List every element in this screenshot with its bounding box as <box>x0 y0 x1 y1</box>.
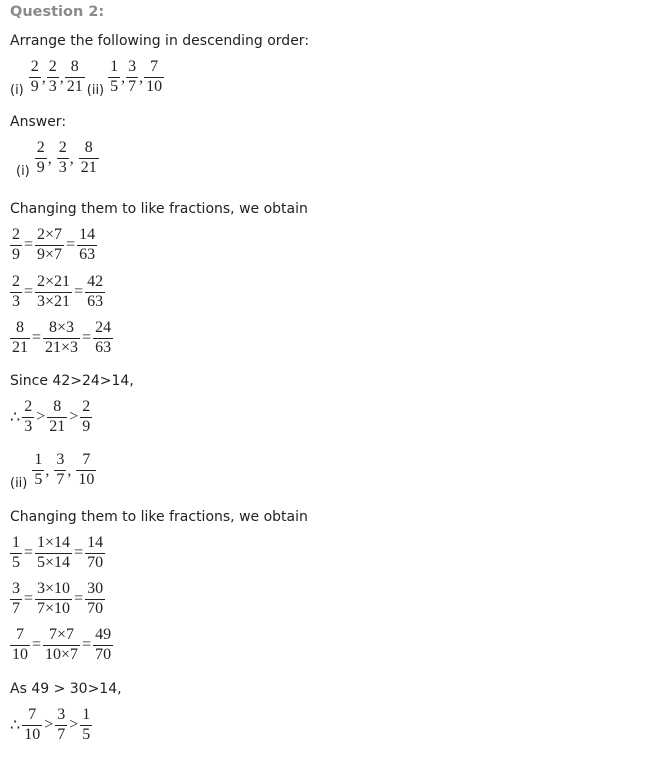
part1-fractions: (i) $\frac{2}{9}$ , $\frac{2}{3}$ , $\frac{8}{21}$ <box>16 139 97 179</box>
part2-since: As 49 > 30>14, <box>10 681 122 697</box>
fraction: $\frac{1}{5}$ <box>110 58 119 95</box>
given-part1-label: (i) <box>10 82 24 98</box>
part2-row-2: $\frac{3}{7}$ = $\frac{3\times 10}{7\times 10}$ = $\frac{30}{70}$ <box>12 580 104 617</box>
fraction: $\frac{2}{3}$ <box>58 139 67 176</box>
part2-row-1: $\frac{1}{5}$ = $\frac{1\times 14}{5\times 14}$ = $\frac{14}{70}$ <box>12 534 104 571</box>
fraction: $\frac{3}{7}$ <box>56 451 65 488</box>
part2-fractions: (ii) $\frac{1}{5}$ , $\frac{3}{7}$ , $\frac{7}{10}$ <box>10 451 95 491</box>
question-prompt: Arrange the following in descending order: <box>10 33 310 49</box>
part2-row-3: $\frac{7}{10}$ = $\frac{7\times 7}{10\times 7}$ = $\frac{49}{70}$ <box>12 626 112 663</box>
answer-label: Answer: <box>10 114 67 130</box>
given-fractions: (i) $\frac{2}{9}$ , $\frac{2}{3}$ , $\frac{8}{21}$ (ii) $\frac{1}{5}$ , $\frac{3}{7}$ , $\frac{7}{10}$ <box>10 58 163 98</box>
fraction: $\frac{7}{10}$ <box>146 58 163 95</box>
part2-label: (ii) <box>10 475 28 491</box>
fraction: $\frac{2}{9}$ <box>30 58 39 95</box>
part2-intro: Changing them to like fractions, we obtain <box>10 509 308 525</box>
part1-row-1: $\frac{2}{9}$ = $\frac{2\times 7}{9\times 7}$ = $\frac{14}{63}$ <box>12 226 96 263</box>
part1-row-3: $\frac{8}{21}$ = $\frac{8\times 3}{21\times 3}$ = $\frac{24}{63}$ <box>12 319 112 356</box>
part1-row-2: $\frac{2}{3}$ = $\frac{2\times 21}{3\times 21}$ = $\frac{42}{63}$ <box>12 273 104 310</box>
part1-intro: Changing them to like fractions, we obtain <box>10 201 308 217</box>
fraction: $\frac{8}{21}$ <box>66 58 83 95</box>
fraction: $\frac{8}{21}$ <box>80 139 97 176</box>
given-part2-label: (ii) <box>86 82 105 98</box>
fraction: $\frac{2}{3}$ <box>48 58 57 95</box>
fraction: $\frac{2}{9}$ <box>36 139 45 176</box>
part2-result: ∴ $\frac{7}{10}$ > $\frac{3}{7}$ > $\frac{1}{5}$ <box>10 706 91 743</box>
fraction: $\frac{3}{7}$ <box>128 58 137 95</box>
fraction: $\frac{7}{10}$ <box>78 451 95 488</box>
fraction: $\frac{1}{5}$ <box>34 451 43 488</box>
part1-label: (i) <box>16 163 30 179</box>
question-title: Question 2: <box>10 4 105 20</box>
part1-result: ∴ $\frac{2}{3}$ > $\frac{8}{21}$ > $\frac{2}{9}$ <box>10 398 91 435</box>
part1-since: Since 42>24>14, <box>10 373 134 389</box>
